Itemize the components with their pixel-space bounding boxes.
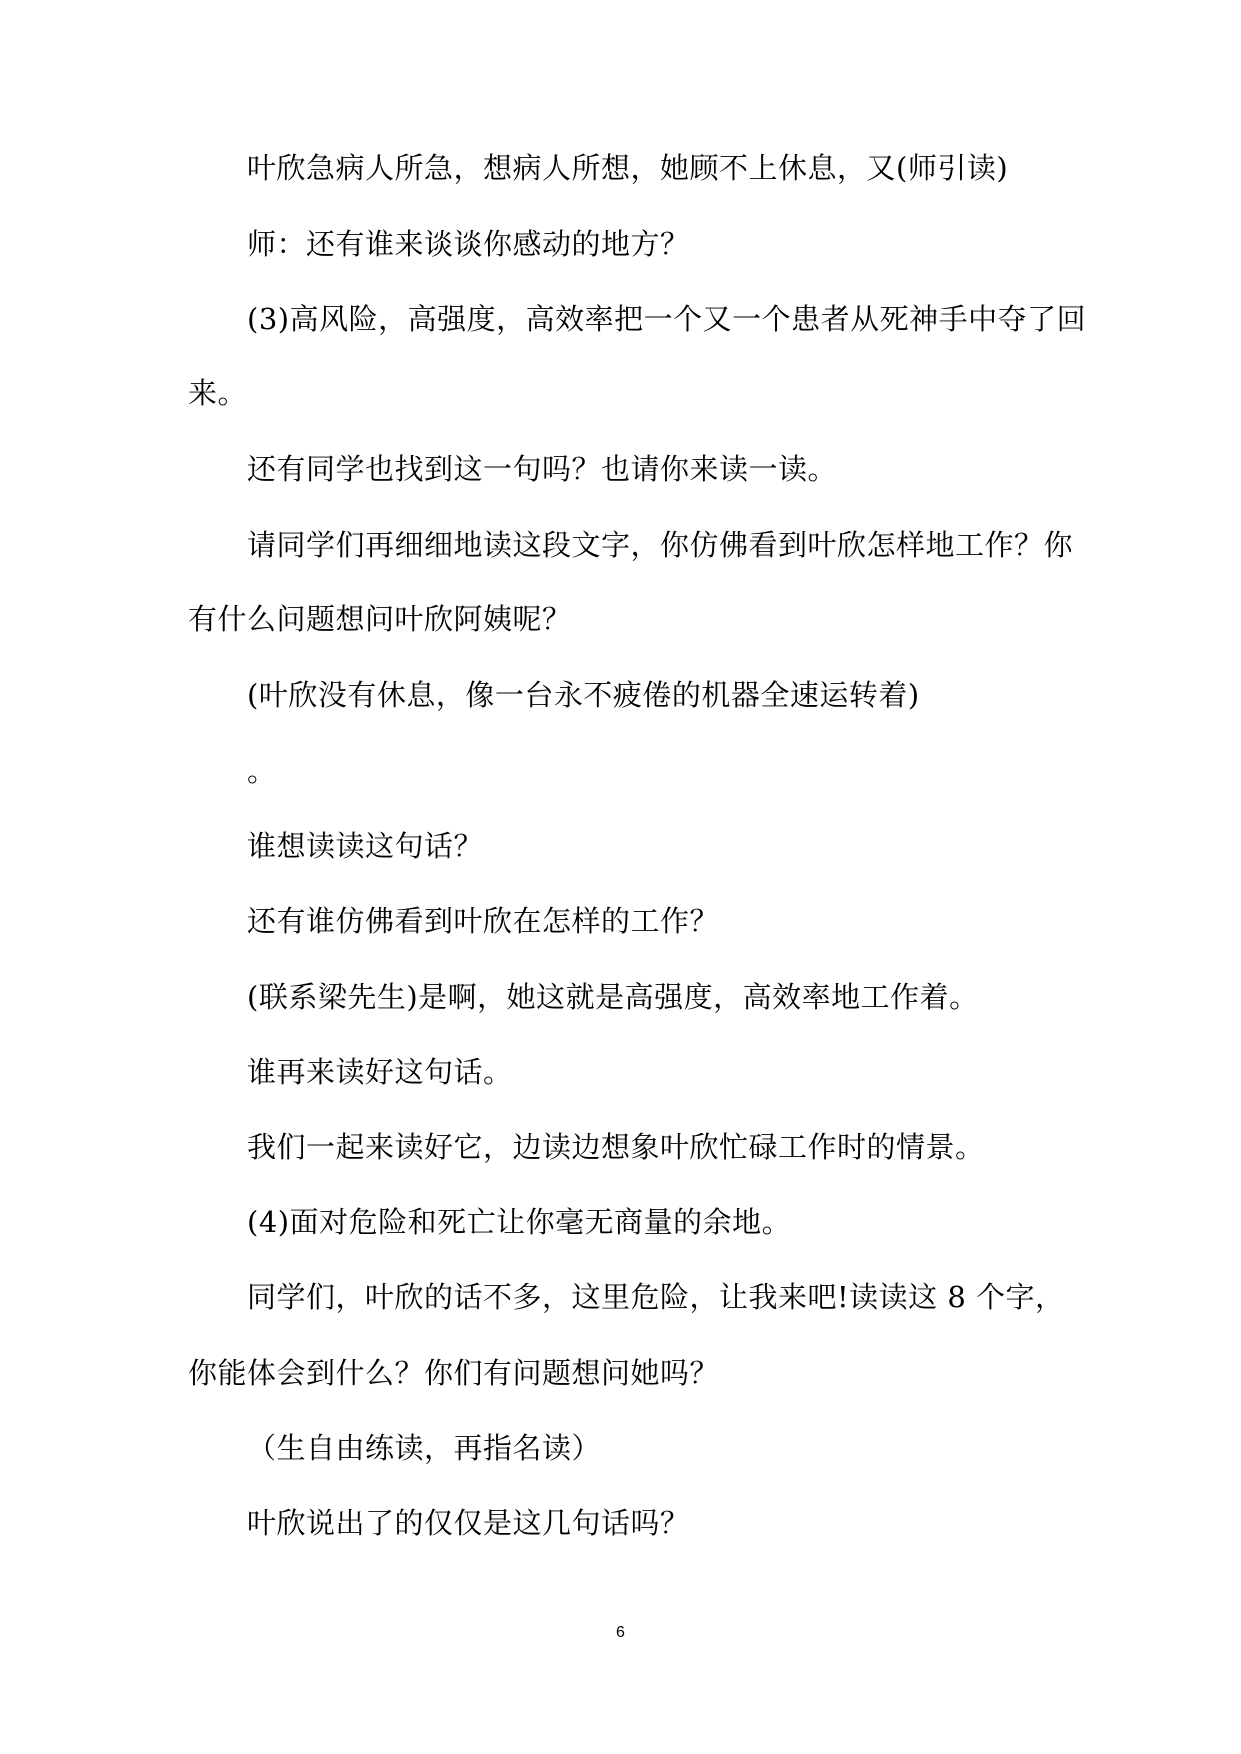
text-line: 来。 [188,376,248,410]
text-line: 师：还有谁来谈谈你感动的地方？ [247,227,690,261]
text-line: (叶欣没有休息，像一台永不疲倦的机器全速运转着) [247,678,920,712]
text-line: (4)面对危险和死亡让你毫无商量的余地。 [247,1205,792,1239]
text-line: 还有同学也找到这一句吗？也请你来读一读。 [247,452,838,486]
text-line: (3)高风险，高强度，高效率把一个又一个患者从死神手中夺了回 [247,302,1087,336]
text-line: 还有谁仿佛看到叶欣在怎样的工作？ [247,904,720,938]
text-line: (联系梁先生)是啊，她这就是高强度，高效率地工作着。 [247,980,979,1014]
page-number: 6 [616,1624,625,1641]
text-line: 同学们，叶欣的话不多，这里危险，让我来吧!读读这 8 个字， [247,1280,1065,1314]
text-line: 叶欣急病人所急，想病人所想，她顾不上休息，又(师引读) [247,151,1009,185]
text-line: 叶欣说出了的仅仅是这几句话吗？ [247,1506,690,1540]
text-line: 有什么问题想问叶欣阿姨呢？ [188,602,572,636]
text-line: 谁再来读好这句话。 [247,1055,513,1089]
text-line: 你能体会到什么？你们有问题想问她吗？ [188,1356,720,1390]
text-line: 谁想读读这句话？ [247,829,484,863]
text-line: 我们一起来读好它，边读边想象叶欣忙碌工作时的情景。 [247,1130,985,1164]
text-line: 请同学们再细细地读这段文字，你仿佛看到叶欣怎样地工作？你 [247,528,1074,562]
text-line: （生自由练读，再指名读） [247,1431,602,1465]
text-line: 。 [247,754,277,788]
